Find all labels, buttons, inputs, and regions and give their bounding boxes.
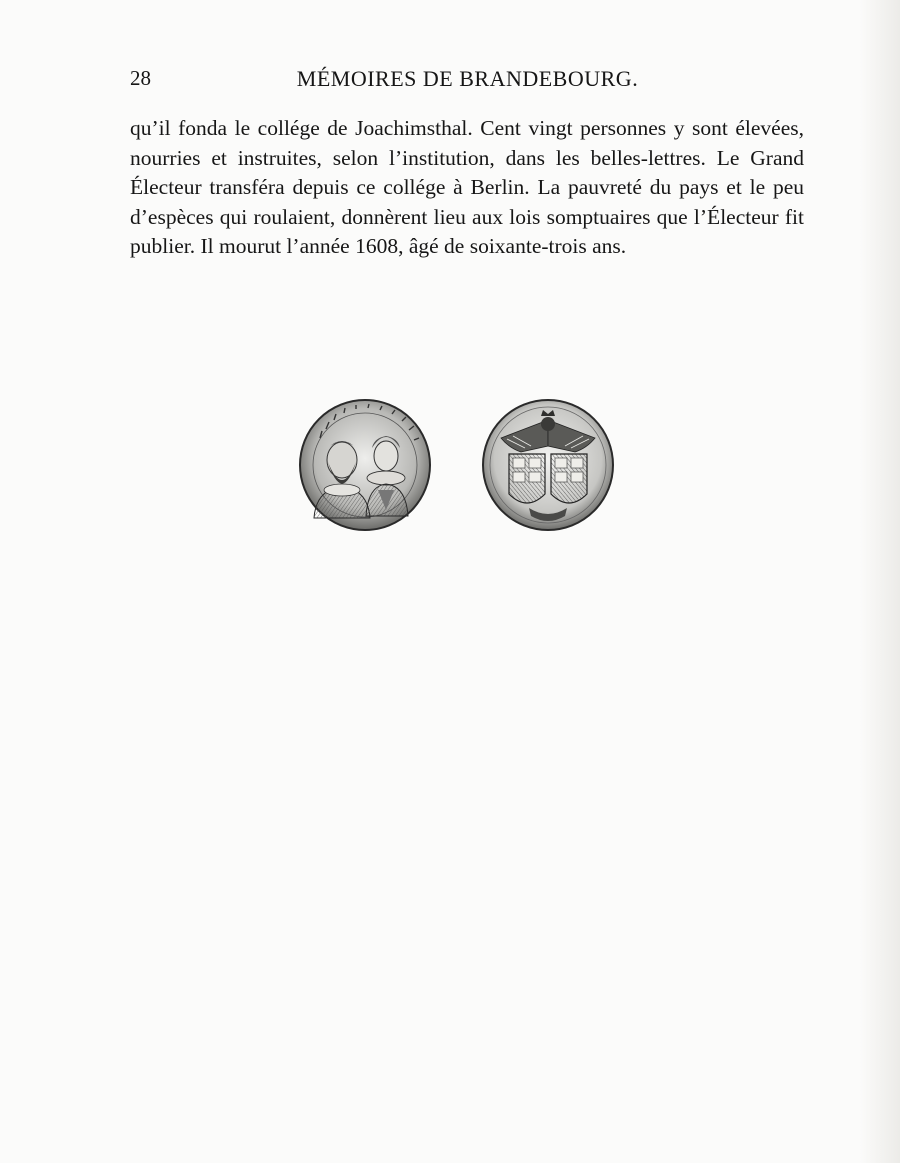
medal-reverse-engraving	[481, 398, 615, 532]
medal-obverse-engraving	[298, 398, 432, 532]
body-paragraph: qu’il fonda le collége de Joachimsthal. Cent vingt personnes y sont élevées, nourries et instruites, selon l’institution, dans les belles-lettres. Le Grand Électeur transféra depuis ce collége à Berlin. La pauvreté du pays et le peu d’espèces qui roulaient, donnèrent lieu aux lois somptuaires que l’Électeur fit publier. Il mourut l’année 1608, âgé de soixante-trois ans.	[130, 116, 804, 259]
medal-obverse-portraits	[298, 398, 432, 532]
medal-reverse-arms	[481, 398, 615, 532]
page-number: 28	[130, 66, 151, 90]
page-edge-shadow	[860, 0, 900, 1163]
running-title: MÉMOIRES DE BRANDEBOURG.	[296, 66, 639, 91]
